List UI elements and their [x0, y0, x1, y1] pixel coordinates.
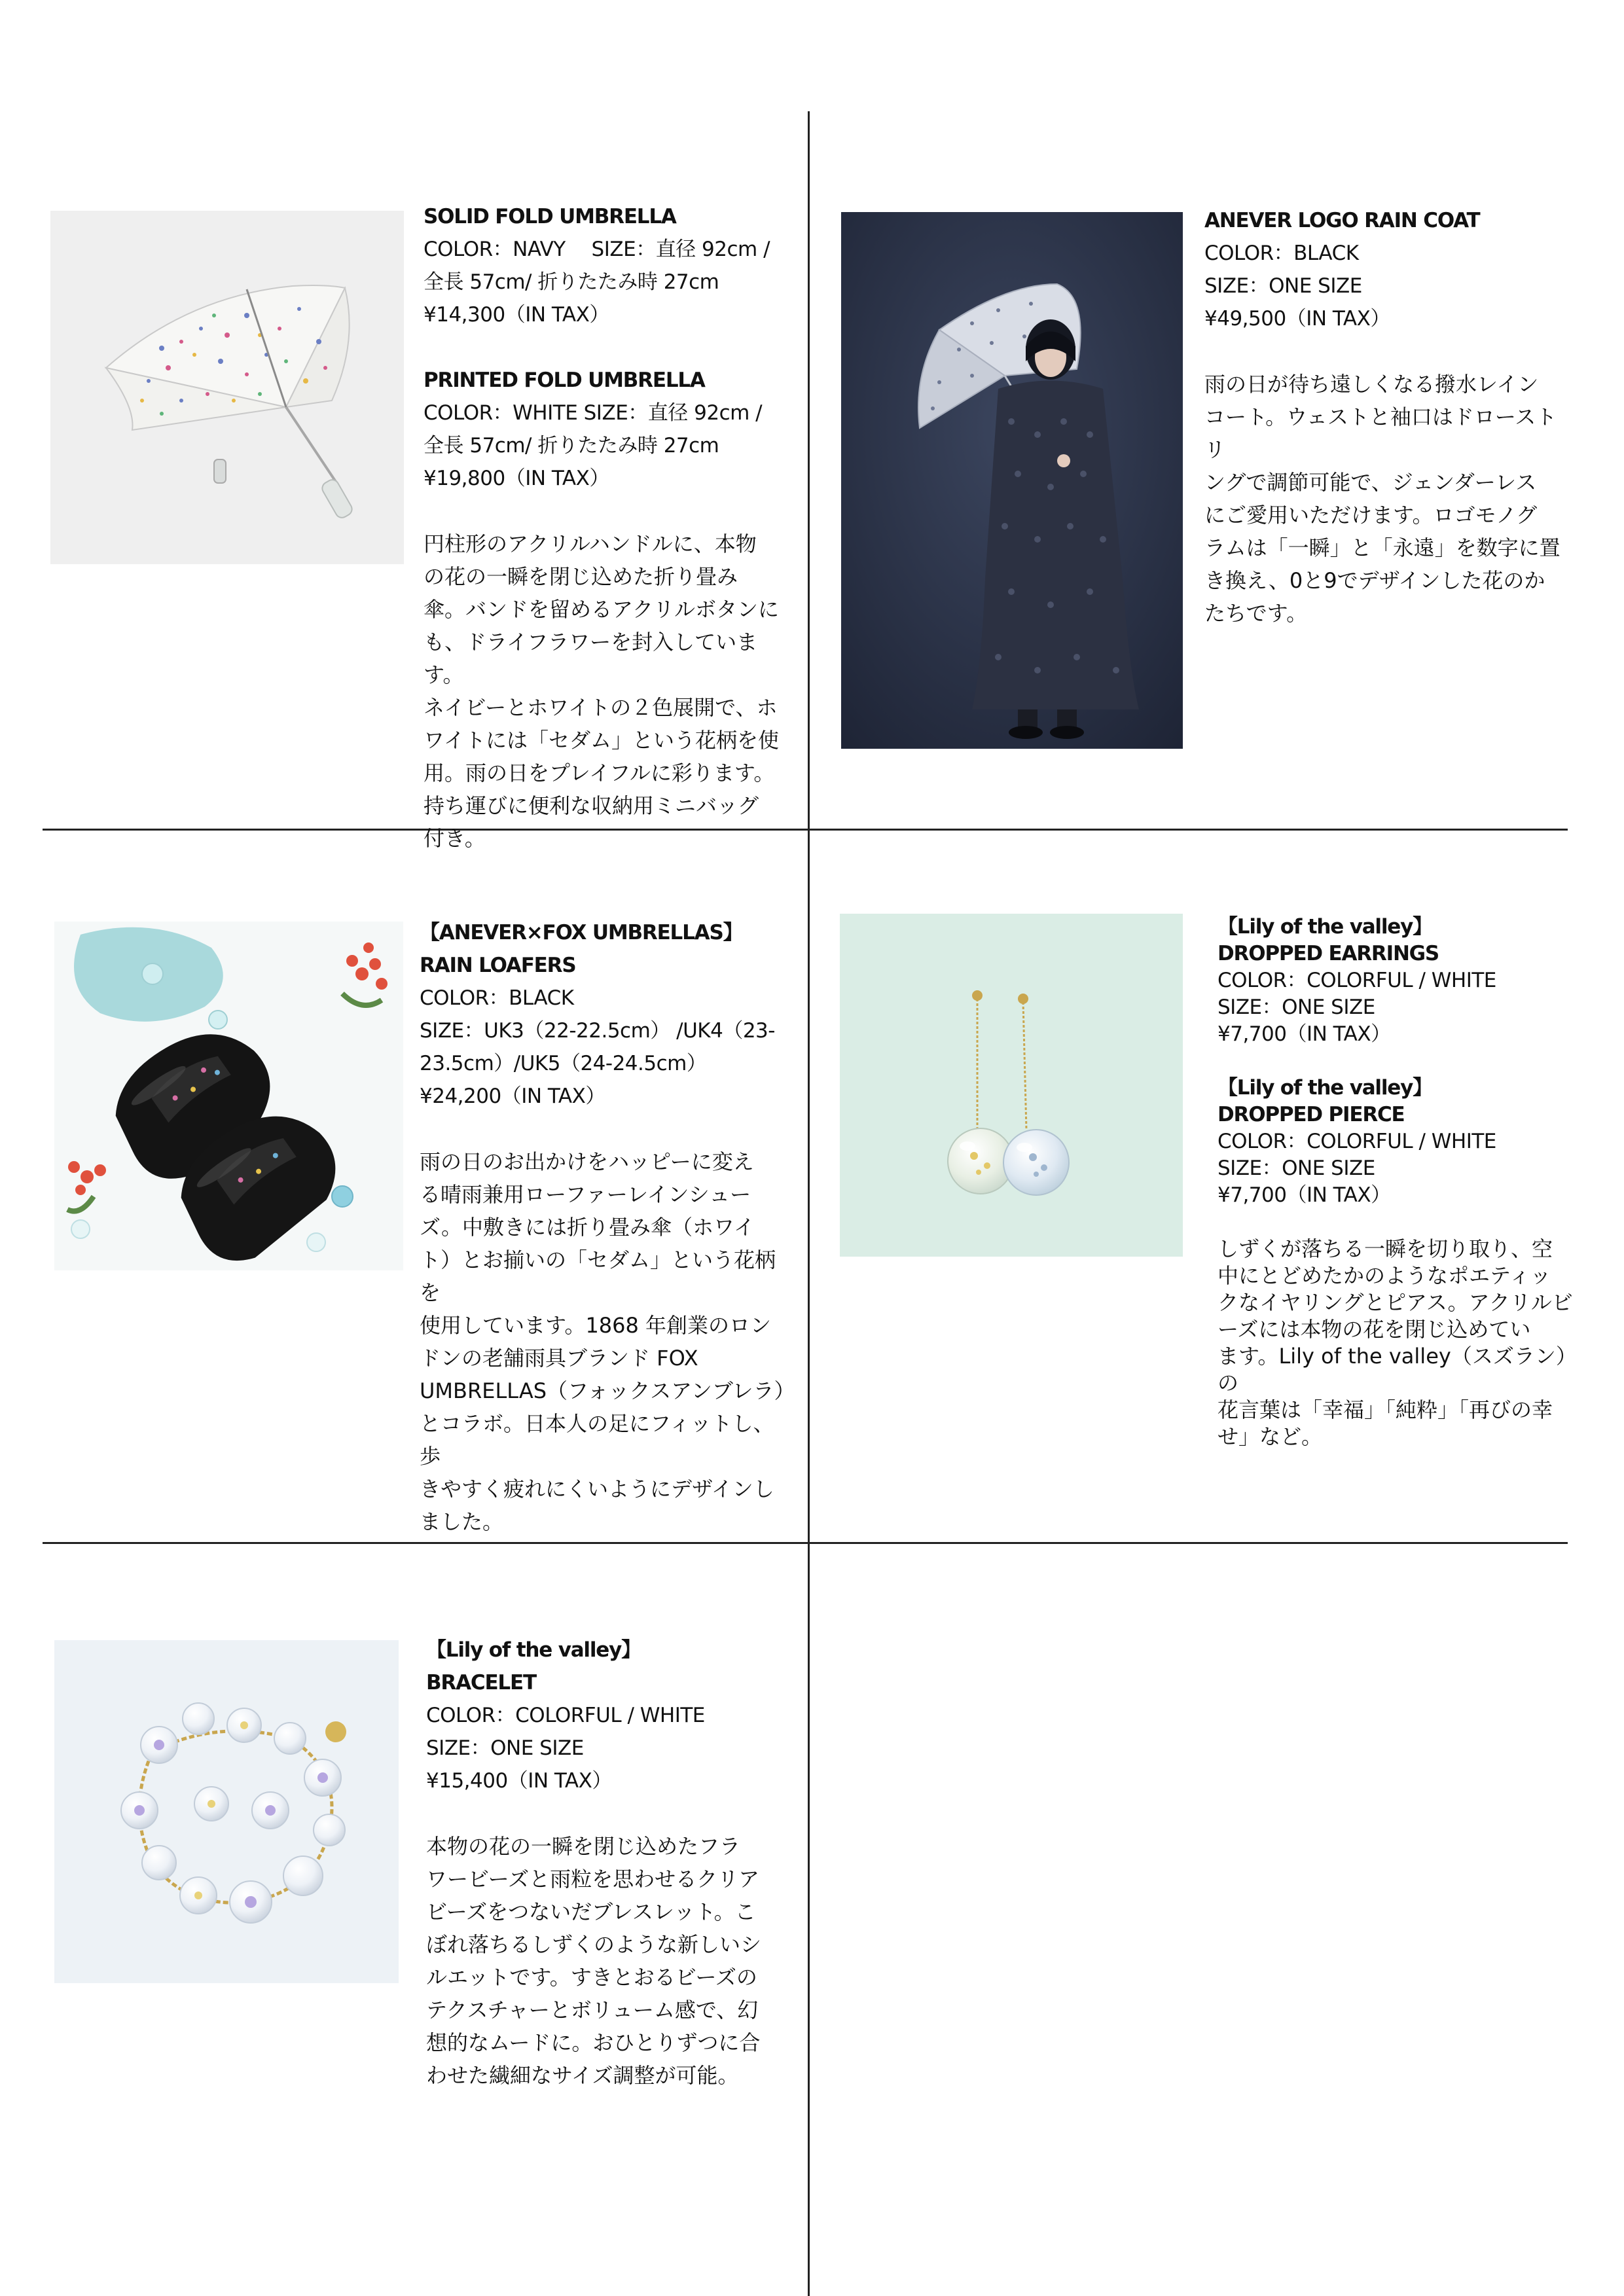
description-line: の花の一瞬を閉じ込めた折り畳み — [424, 564, 738, 589]
description-line: ト）とお揃いの「セダム」という花柄を — [420, 1247, 776, 1305]
description-line: ぼれ落ちるしずくのような新しいシ — [426, 1932, 762, 1957]
product-spec: COLOR：WHITE SIZE：直径 92cm / — [424, 401, 763, 425]
description-line: ビーズをつないだブレスレット。こ — [426, 1899, 756, 1924]
description-line: ワービーズと雨粒を思わせるクリア — [426, 1867, 760, 1892]
description-line: 中にとどめたかのようなポエティッ — [1218, 1263, 1551, 1288]
product-size: 23.5cm）/UK5（24-24.5cm） — [420, 1052, 707, 1075]
raincoat-photo — [841, 212, 1183, 749]
collab-label: 【ANEVER×FOX UMBRELLAS】 — [420, 921, 743, 944]
description-line: ワイトには「セダム」という花柄を使 — [424, 728, 780, 753]
description-line: も、ドライフラワーを封入しています。 — [424, 630, 758, 687]
product-color: COLOR：BLACK — [420, 986, 574, 1010]
product-color: COLOR：COLORFUL / WHITE — [1218, 969, 1496, 992]
product-name: BRACELET — [426, 1671, 536, 1695]
description-line: テクスチャーとボリューム感で、幻 — [426, 1998, 759, 2022]
product-name: ANEVER LOGO RAIN COAT — [1204, 209, 1480, 232]
description-line: 付き。 — [424, 826, 486, 851]
product-price: ¥7,700（IN TAX） — [1218, 1183, 1391, 1207]
description-line: 花言葉は「幸福」「純粋」「再びの幸 — [1218, 1397, 1553, 1422]
product-color: COLOR：BLACK — [1204, 242, 1359, 265]
product-price: ¥19,800（IN TAX） — [424, 467, 609, 490]
description-line: たちです。 — [1204, 601, 1308, 626]
description-line: 想的なムードに。おひとりずつに合 — [426, 2030, 761, 2055]
product-price: ¥24,200（IN TAX） — [420, 1085, 605, 1108]
description-line: とコラボ。日本人の足にフィットし、歩 — [420, 1411, 774, 1469]
product-size: SIZE：ONE SIZE — [426, 1736, 584, 1760]
product-price: ¥14,300（IN TAX） — [424, 303, 609, 327]
description-line: UMBRELLAS（フォックスアンブレラ） — [420, 1378, 795, 1403]
product-name: PRINTED FOLD UMBRELLA — [424, 368, 705, 392]
raincoat-text — [1204, 204, 1571, 630]
bracelet-photo — [54, 1640, 399, 1983]
loafers-text — [420, 916, 795, 1538]
umbrella-text — [424, 200, 790, 855]
description-line: ングで調節可能で、ジェンダーレス — [1204, 470, 1537, 495]
product-color: COLOR：COLORFUL / WHITE — [426, 1704, 705, 1727]
product-description — [426, 1830, 793, 2092]
product-spec: 全長 57cm/ 折りたたみ時 27cm — [424, 270, 719, 294]
bracelet-text — [426, 1634, 793, 2092]
description-line: きやすく疲れにくいようにデザインし — [420, 1477, 774, 1501]
series-label: 【Lily of the valley】 — [1218, 915, 1432, 939]
product-size: SIZE：ONE SIZE — [1204, 274, 1362, 298]
description-line: ズ。中敷きには折り畳み傘（ホワイ — [420, 1215, 755, 1240]
umbrella-photo — [50, 211, 404, 564]
product-size: SIZE：ONE SIZE — [1218, 1157, 1375, 1180]
product-price: ¥7,700（IN TAX） — [1218, 1022, 1391, 1046]
product-spec: 全長 57cm/ 折りたたみ時 27cm — [424, 434, 719, 457]
description-line: ました。 — [420, 1509, 504, 1534]
series-label: 【Lily of the valley】 — [1218, 1076, 1432, 1100]
description-line: 雨の日が待ち遠しくなる撥水レイン — [1204, 372, 1539, 397]
column-divider — [808, 111, 810, 2296]
description-line: ラムは「一瞬」と「永遠」を数字に置 — [1204, 535, 1561, 560]
description-line: 持ち運びに便利な収納用ミニバッグ — [424, 793, 759, 818]
loafers-photo — [54, 922, 403, 1270]
row-divider-2 — [43, 1542, 1568, 1544]
description-line: 円柱形のアクリルハンドルに、本物 — [424, 531, 757, 556]
product-size: SIZE：ONE SIZE — [1218, 996, 1375, 1019]
description-line: せ」など。 — [1218, 1424, 1323, 1449]
description-line: 雨の日のお出かけをハッピーに変え — [420, 1149, 754, 1174]
description-line: ルエットです。すきとおるビーズの — [426, 1965, 757, 1990]
description-line: にご愛用いただけます。ロゴモノグ — [1204, 503, 1538, 528]
description-line: 本物の花の一瞬を閉じ込めたフラ — [426, 1834, 741, 1859]
description-line: ネイビーとホワイトの２色展開で、ホ — [424, 695, 778, 720]
product-color: COLOR：COLORFUL / WHITE — [1218, 1130, 1496, 1153]
description-line: 傘。バンドを留めるアクリルボタンに — [424, 597, 780, 622]
product-price: ¥15,400（IN TAX） — [426, 1769, 612, 1793]
description-line: ます。Lily of the valley（スズラン）の — [1218, 1344, 1577, 1395]
series-label: 【Lily of the valley】 — [426, 1638, 641, 1662]
description-line: る晴雨兼用ローファーレインシュー — [420, 1182, 751, 1207]
product-name: SOLID FOLD UMBRELLA — [424, 205, 676, 228]
description-line: ドンの老舗雨具ブランド FOX — [420, 1346, 698, 1371]
earrings-photo — [840, 914, 1183, 1257]
product-name: RAIN LOAFERS — [420, 954, 576, 977]
description-line: き換え、0と9でデザインした花のか — [1204, 568, 1545, 593]
description-line: ーズには本物の花を閉じ込めてい — [1218, 1317, 1531, 1342]
product-description — [420, 1145, 795, 1538]
product-price: ¥49,500（IN TAX） — [1204, 307, 1390, 331]
product-description — [424, 528, 790, 855]
description-line: クなイヤリングとピアス。アクリルビ — [1218, 1290, 1573, 1315]
description-line: コート。ウェストと袖口はドローストリ — [1204, 404, 1557, 462]
product-name: DROPPED PIERCE — [1218, 1103, 1405, 1126]
row-divider-1 — [43, 829, 1568, 831]
product-description — [1204, 368, 1571, 630]
description-line: 用。雨の日をプレイフルに彩ります。 — [424, 761, 775, 785]
product-size: SIZE：UK3（22-22.5cm） /UK4（23- — [420, 1019, 775, 1043]
description-line: わせた繊細なサイズ調整が可能。 — [426, 2063, 739, 2088]
product-spec: COLOR：NAVY SIZE：直径 92cm / — [424, 238, 770, 261]
earrings-text — [1218, 914, 1584, 1450]
product-name: DROPPED EARRINGS — [1218, 942, 1439, 965]
description-line: 使用しています。1868 年創業のロン — [420, 1313, 772, 1338]
product-description — [1218, 1236, 1584, 1450]
description-line: しずくが落ちる一瞬を切り取り、空 — [1218, 1236, 1553, 1261]
